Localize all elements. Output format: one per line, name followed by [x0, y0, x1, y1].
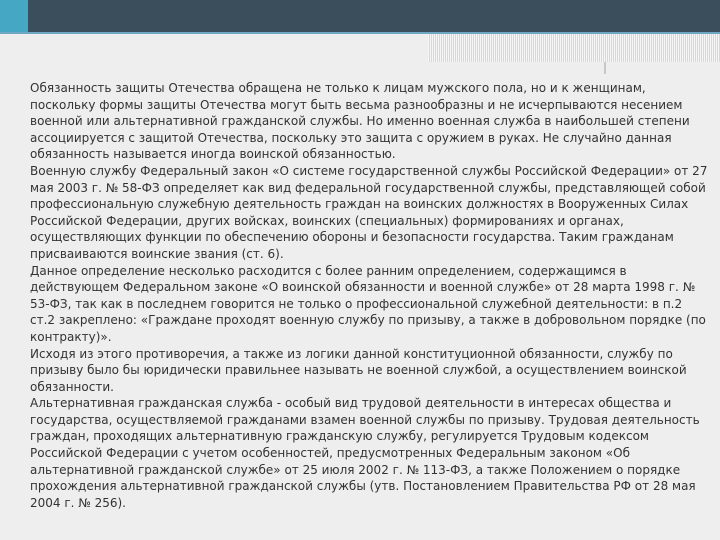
paragraph-definition-discrepancy: Данное определение несколько расходится с более ранним определением, содержащимся в действующем Федеральном законе «О воинской обязанности и военной службе» от 28 марта 1998 г. № 53-ФЗ, так как в последнем говорится не только о профессиональной служебной деятельности: в п.2 ст.2 закреплено: «Граждане проходят военную службу по призыву, а также в добровольном порядке (по контракту)».	[30, 263, 706, 344]
accent-block	[0, 0, 28, 32]
decorative-stripes	[428, 34, 720, 62]
paragraph-defense-obligation: Обязанность защиты Отечества обращена не только к лицам мужского пола, но и к женщинам, поскольку формы защиты Отечества могут быть весьма разнообразны и не исчерпываются несением военной или альтернативной гражданской службы. Но именно военная служба в наибольшей степени ассоциируется с защитой Отечества, поскольку это защита с оружием в руках. Не случайно данная обязанность называется иногда воинской обязанностью.	[30, 81, 690, 162]
paragraph-alternative-service: Альтернативная гражданская служба - особый вид трудовой деятельности в интересах общества и государства, осуществляемой гражданами взамен военной службы по призыву. Трудовая деятельность граждан, проходящих альтернативную гражданскую службу, регулируется Трудовым кодексом Российской Федерации с учетом особенностей, предусмотренных Федеральным законом «Об альтернативной гражданской службе» от 25 июля 2002 г. № 113-ФЗ, а также Положением о порядке прохождения альтернативной гражданской службы (утв. Постановлением Правительства РФ от 28 мая 2004 г. № 256).	[30, 396, 700, 510]
paragraph-contradiction: Исходя из этого противоречия, а также из логики данной конституционной обязанности, службу по призыву было бы юридически правильнее называть не военной службой, а осуществлением воинской обязанности.	[30, 346, 687, 394]
slide-body-text	[30, 80, 710, 511]
paragraph-military-service-definition: Военную службу Федеральный закон «О системе государственной службы Российской Федерации» от 27 мая 2003 г. № 58-ФЗ определяет как вид федеральной государственной службы, представляющей собой профессиональную служебную деятельность граждан на воинских должностях в Вооруженных Силах Российской Федерации, других войсках, воинских (специальных) формированиях и органах, осуществляющих функции по обеспечению обороны и безопасности государства. Таким гражданам присваиваются воинские звания (ст. 6).	[30, 163, 708, 261]
decorative-tick	[604, 62, 606, 74]
title-bar-band	[0, 0, 720, 34]
